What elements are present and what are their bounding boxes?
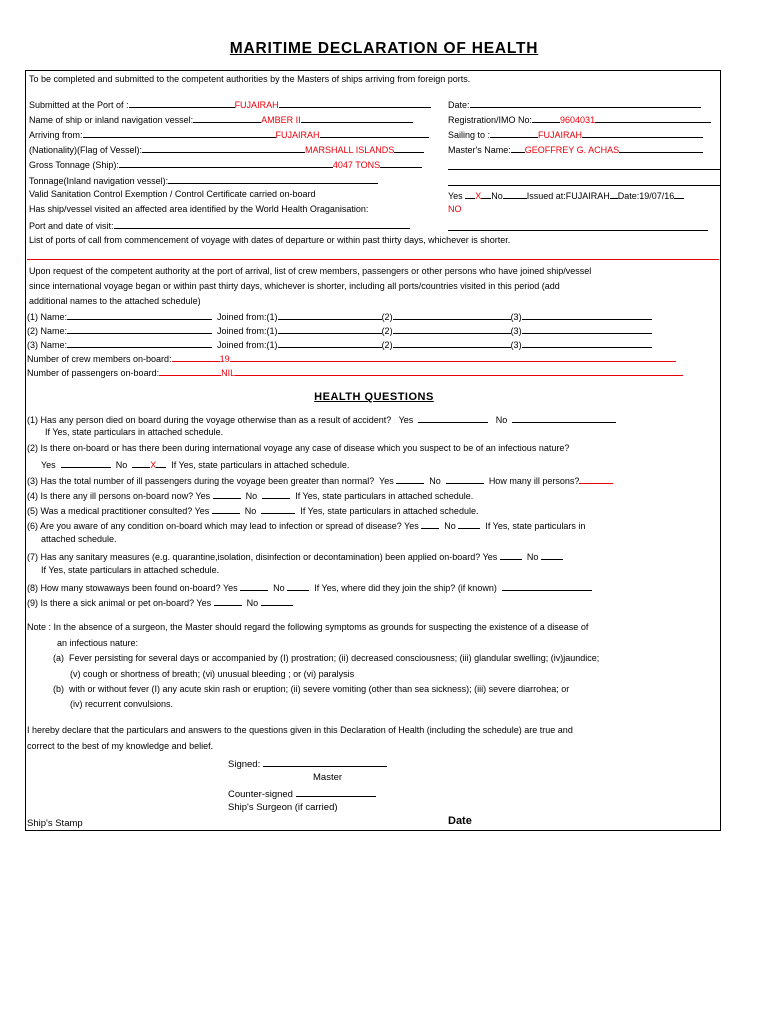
question-9: (9) Is there a sick animal or pet on-board? Yes No <box>27 596 293 609</box>
crew-count-label: Number of crew members on-board: <box>27 354 172 364</box>
intro-text: To be completed and submitted to the competent authorities by the Masters of ships arriving from foreign ports. <box>29 74 471 84</box>
crew-count-row <box>27 352 676 365</box>
crew-count-value: 19 <box>219 354 230 364</box>
tonnage-inland-label: Tonnage(Inland navigation vessel): <box>29 176 169 186</box>
registration-value: 9604031 <box>560 115 596 125</box>
master-value: GEOFFREY G. ACHAS <box>524 145 620 155</box>
crew-request-line-1: Upon request of the competent authority at the port of arrival, list of crew members, passengers or other persons who have joined ship/vessel <box>29 266 592 276</box>
question-7-sub: If Yes, state particulars in attached schedule. <box>41 565 220 575</box>
question-5: (5) Was a medical practitioner consulted? Yes No If Yes, state particulars in attached schedule. <box>27 506 479 516</box>
ship-name-value: AMBER II <box>261 115 301 125</box>
name-row-3: (3) Name: Joined from:(1) (2) (3) <box>27 338 652 351</box>
port-value: FUJAIRAH <box>234 100 279 110</box>
name-row-2: (2) Name: Joined from:(1) (2) (3) <box>27 324 652 337</box>
flag-label: (Nationality)(Flag of Vessel): <box>29 145 143 155</box>
ports-list-line <box>27 259 719 260</box>
crew-request-line-2: since international voyage began or within past thirty days, whichever is shorter, including all ports/countries visited in this period (add <box>29 281 560 291</box>
declaration-form <box>25 70 721 831</box>
sanitation-x: X <box>475 191 482 201</box>
note-line-3: (a) Fever persisting for several days or accompanied by (I) prostration; (ii) decreased consciousness; (iii) glandular swelling; (iv)jaundice; <box>53 653 600 663</box>
crew-request-line-3: additional names to the attached schedule) <box>29 296 201 306</box>
health-questions-title: HEALTH QUESTIONS <box>314 391 434 403</box>
name-row-1: (1) Name: Joined from:(1) (2) (3) <box>27 310 652 323</box>
flag-value: MARSHALL ISLANDS <box>305 145 395 155</box>
declaration-line-2: correct to the best of my knowledge and belief. <box>27 741 214 751</box>
passenger-count-label: Number of passengers on-board: <box>27 368 160 378</box>
counter-signed-label: Counter-signed <box>228 789 293 800</box>
sailing-row <box>448 128 703 141</box>
who-value: NO <box>448 204 462 214</box>
question-2-x: X <box>150 460 157 470</box>
declaration-line-1: I hereby declare that the particulars and answers to the questions given in this Declaration of Health (including the schedule) are true and <box>27 725 573 735</box>
note-line-5: (b) with or without fever (I) any acute skin rash or eruption; (ii) severe vomiting (other than sea sickness); (iii) severe diarrohea; or <box>53 684 570 694</box>
arriving-value: FUJAIRAH <box>275 130 320 140</box>
gross-tonnage-row <box>29 158 422 171</box>
question-3: (3) Has the total number of ill passengers during the voyage been greater than normal? Yes No How many ill persons? <box>27 474 613 487</box>
sailing-value: FUJAIRAH <box>538 130 583 140</box>
port-row <box>29 98 431 111</box>
master-label: Master's Name: <box>448 145 511 155</box>
counter-signed-row <box>228 787 376 800</box>
port-visit-row <box>29 219 410 232</box>
registration-row <box>448 113 711 126</box>
tonnage-inland-row <box>29 174 378 187</box>
note-line-4: (v) cough or shortness of breath; (vi) unusual bleeding ; or (vi) paralysis <box>70 669 355 679</box>
question-6-sub: attached schedule. <box>41 534 117 544</box>
signed-label: Signed: <box>228 759 261 770</box>
date-row <box>448 98 701 111</box>
ship-name-row <box>29 113 413 126</box>
question-7: (7) Has any sanitary measures (e.g. quarantine,isolation, disinfection or decontamination) been applied on-board? Yes No <box>27 550 563 563</box>
port-visit-label: Port and date of visit: <box>29 221 114 231</box>
port-label: Submitted at the Port of : <box>29 100 129 110</box>
sanitation-row: Yes X No Issued at:FUJAIRAH Date:19/07/16 <box>448 189 684 202</box>
arriving-row <box>29 128 429 141</box>
master-caption: Master <box>313 772 343 783</box>
ship-name-label: Name of ship or inland navigation vessel: <box>29 115 194 125</box>
signature-date: Date <box>448 815 472 827</box>
sanitation-date: Date:19/07/16 <box>617 191 675 201</box>
ports-list-label: List of ports of call from commencement of voyage with dates of departure or within past thirty days, whichever is shorter. <box>29 235 511 245</box>
document-title: MARITIME DECLARATION OF HEALTH <box>229 40 539 57</box>
note-line-6: (iv) recurrent convulsions. <box>70 699 174 709</box>
question-6: (6) Are you aware of any condition on-board which may lead to infection or spread of disease? Yes No If Yes, state particulars in <box>27 521 586 531</box>
date-label: Date: <box>448 100 470 110</box>
sanitation-label: Valid Sanitation Control Exemption / Control Certificate carried on-board <box>29 189 316 199</box>
sanitation-issued: Issued at:FUJAIRAH <box>526 191 610 201</box>
registration-label: Registration/IMO No: <box>448 115 533 125</box>
question-4: (4) Is there any ill persons on-board now? Yes No If Yes, state particulars in attached schedule. <box>27 491 474 501</box>
question-2-answer: Yes No X If Yes, state particulars in attached schedule. <box>41 460 350 470</box>
passenger-count-row <box>27 366 683 379</box>
note-line-2: an infectious nature: <box>57 638 139 648</box>
question-8: (8) How many stowaways been found on-board? Yes No If Yes, where did they join the ship? (if known) <box>27 581 592 594</box>
surgeon-caption: Ship's Surgeon (if carried) <box>228 802 338 813</box>
gross-tonnage-label: Gross Tonnage (Ship): <box>29 160 119 170</box>
passenger-count-value: NIL <box>221 368 236 378</box>
arriving-label: Arriving from: <box>29 130 83 140</box>
note-line-1: Note : In the absence of a surgeon, the Master should regard the following symptoms as grounds for suspecting the existence of a disease of <box>27 622 589 632</box>
signed-row <box>228 757 387 770</box>
master-row <box>448 143 703 156</box>
blank-line <box>448 185 720 186</box>
question-1: (1) Has any person died on board during the voyage otherwise than as a result of accident? Yes No <box>27 413 616 426</box>
sailing-label: Sailing to : <box>448 130 491 140</box>
who-label: Has ship/vessel visited an affected area identified by the World Health Oraganisation: <box>29 204 369 214</box>
blank-line <box>448 169 720 170</box>
question-2: (2) Is there on-board or has there been during international voyage any case of disease which you suspect to be of an infectious nature? <box>27 443 570 453</box>
blank-line <box>448 230 708 231</box>
gross-tonnage-value: 4047 TONS <box>332 160 381 170</box>
flag-row <box>29 143 424 156</box>
question-1-sub: If Yes, state particulars in attached schedule. <box>45 427 224 437</box>
ships-stamp: Ship's Stamp <box>27 818 83 829</box>
